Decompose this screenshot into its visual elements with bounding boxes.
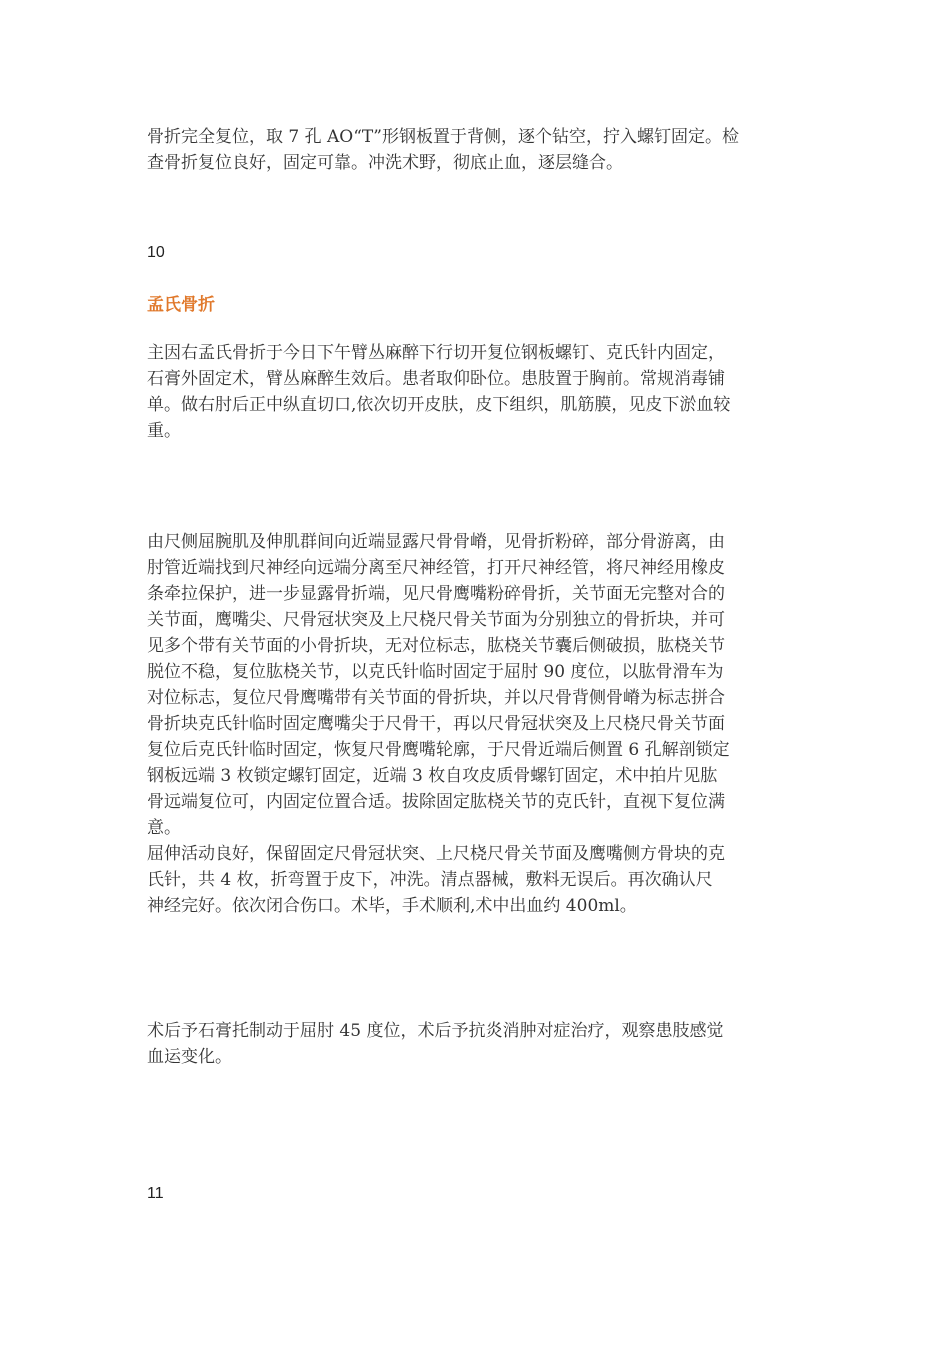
section-heading: 孟氏骨折 — [147, 295, 215, 315]
paragraph-procedure-intro: 主因右孟氏骨折于今日下午臂丛麻醉下行切开复位钢板螺钉、克氏针内固定， 石膏外固定术，臂丛麻醉生效后。患者取仰卧位。患肢置于胸前。常规消毒铺 单。做右肘后正中纵直切口,依次切开皮肤，皮下组织，肌筋膜，见皮下淤血较 重。 — [147, 343, 731, 441]
section-number-10: 10 — [147, 244, 165, 261]
paragraph-procedure-details: 由尺侧屈腕肌及伸肌群间向近端显露尺骨骨嵴，见骨折粉碎，部分骨游离，由 肘管近端找到尺神经向远端分离至尺神经管，打开尺神经管，将尺神经用橡皮 条牵拉保护，进一步显露骨折端，见尺骨鹰嘴粉碎骨折，关节面无完整对合的 关节面，鹰嘴尖、尺骨冠状突及上尺桡尺骨关节面为分别独立的骨折块，并可 见多个带有关节面的小骨折块，无对位标志，肱桡关节囊后侧破损，肱桡关节 脱位不稳，复位肱桡关节，以克氏针临时固定于屈肘 90 度位，以肱骨滑车为 对位标志，复位尺骨鹰嘴带有关节面的骨折块，并以尺骨背侧骨嵴为标志拼合 骨折块克氏针临时固定鹰嘴尖于尺骨干，再以尺骨冠状突及上尺桡尺骨关节面 复位后克氏针临时固定，恢复尺骨鹰嘴轮廓，于尺骨近端后侧置 6 孔解剖锁定 钢板远端 3 枚锁定螺钉固定，近端 3 枚自攻皮质骨螺钉固定，术中拍片见肱 骨远端复位可，内固定位置合适。拔除固定肱桡关节的克氏针，直视下复位满 意。 屈伸活动良好，保留固定尺骨冠状突、上尺桡尺骨关节面及鹰嘴侧方骨块的克 氏针，共 4 枚，折弯置于皮下，冲洗。清点器械，敷料无误后。再次确认尺 神经完好。依次闭合伤口。术毕，手术顺利,术中出血约 400ml。 — [147, 532, 730, 916]
paragraph-fixation-summary: 骨折完全复位，取 7 孔 AO“T”形钢板置于背侧，逐个钻空，拧入螺钉固定。检 查骨折复位良好，固定可靠。冲洗术野，彻底止血，逐层缝合。 — [147, 127, 739, 173]
section-number-11: 11 — [147, 1185, 164, 1202]
paragraph-postop-care: 术后予石膏托制动于屈肘 45 度位，术后予抗炎消肿对症治疗，观察患肢感觉 血运变化。 — [147, 1021, 724, 1067]
